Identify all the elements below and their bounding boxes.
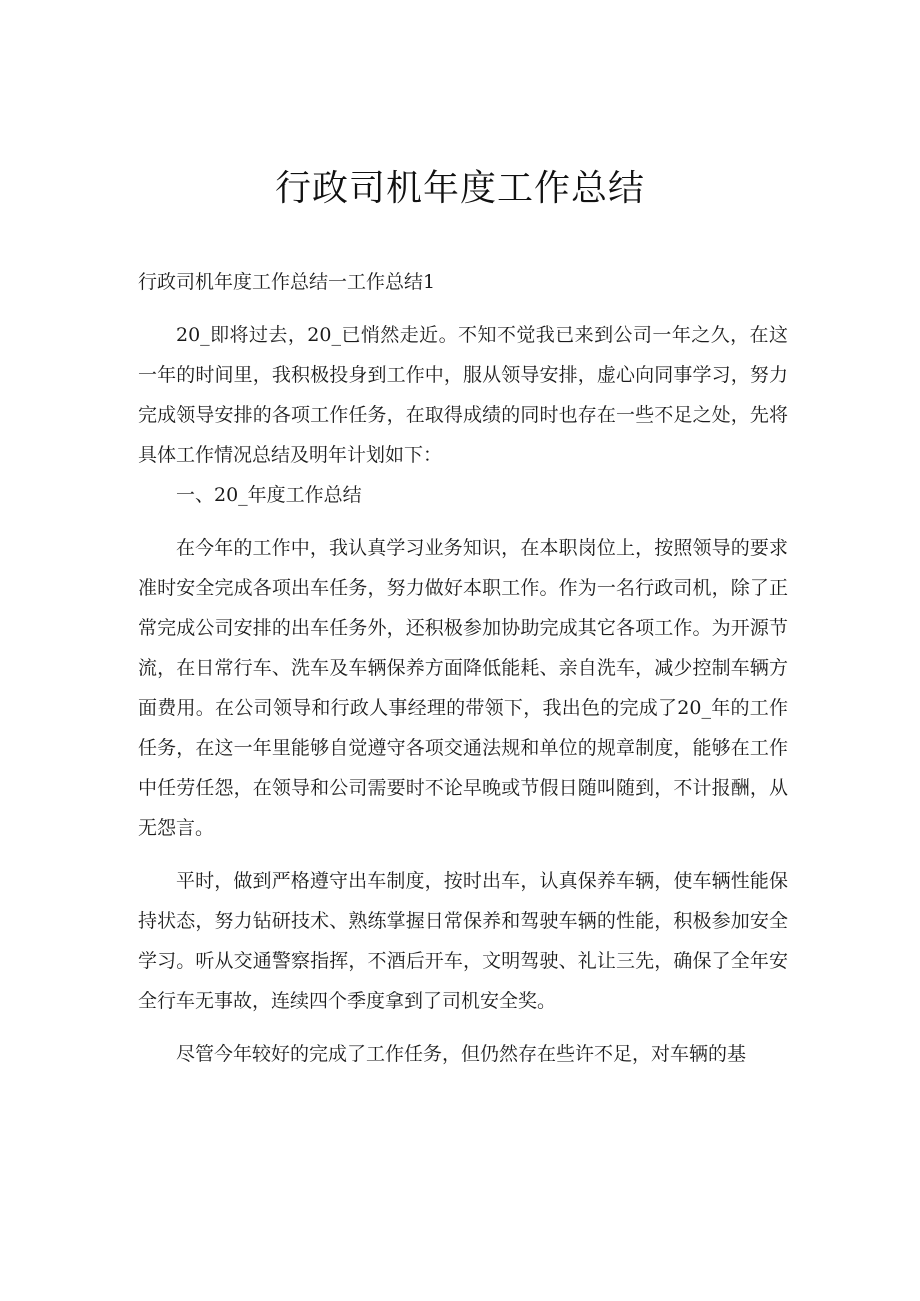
document-subtitle: 行政司机年度工作总结一工作总结1 [138, 271, 436, 293]
body-paragraph-daily: 平时，做到严格遵守出车制度，按时出车，认真保养车辆，使车辆性能保持状态，努力钻研技术、熟练掌握日常保养和驾驶车辆的性能，积极参加安全学习。听从交通警察指挥，不酒后开车，文明驾驶、礼让三先，确保了全年安全行车无事故，连续四个季度拿到了司机安全奖。 [138, 870, 788, 1012]
body-paragraph-work: 在今年的工作中，我认真学习业务知识，在本职岗位上，按照领导的要求准时安全完成各项出车任务，努力做好本职工作。作为一名行政司机，除了正常完成公司安排的出车任务外，还积极参加协助完成其它各项工作。为开源节流，在日常行车、洗车及车辆保养方面降低能耗、亲自洗车，减少控制车辆方面费用。在公司领导和行政人事经理的带领下，我出色的完成了20_年的工作任务，在这一年里能够自觉遵守各项交通法规和单位的规章制度，能够在工作中任劳任怨，在领导和公司需要时不论早晚或节假日随叫随到，不计报酬，从无怨言。 [138, 537, 788, 839]
section-heading: 一、20_年度工作总结 [176, 484, 362, 506]
document-title: 行政司机年度工作总结 [274, 168, 645, 209]
document-body [138, 262, 788, 1074]
intro-paragraph: 20_即将过去，20_已悄然走近。不知不觉我已来到公司一年之久，在这一年的时间里，我积极投身到工作中，服从领导安排，虚心向同事学习，努力完成领导安排的各项工作任务，在取得成绩的同时也存在一些不足之处，先将具体工作情况总结及明年计划如下： [138, 324, 788, 466]
body-paragraph-shortcomings: 尽管今年较好的完成了工作任务，但仍然存在些许不足，对车辆的基 [176, 1043, 747, 1065]
